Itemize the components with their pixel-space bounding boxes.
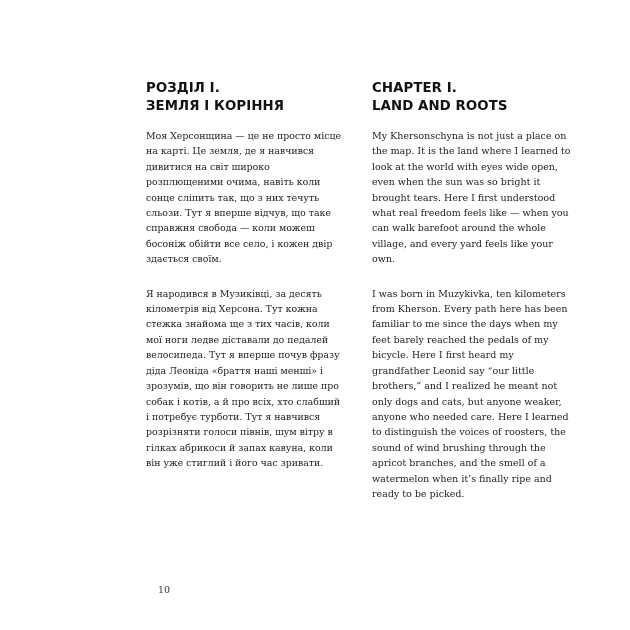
chapter-number-ukrainian: РОЗДІЛ І. bbox=[146, 81, 220, 96]
paragraph-ukrainian-2: Я народився в Музиківці, за десять кілометрів від Херсона. Тут кожна стежка знайома ще з тих часів, коли мої ноги ледве діставали до педалей велосипеда. Тут я вперше почув фразу діда Леоніда «браття наші менші» і зрозумів, що він говорить не лише про собак і котів, а й про всіх, хто слабший і потребує турботи. Тут я навчився розрізняти голоси півнів, шум вітру в гілках абрикоси й запах кавуна, коли він уже стиглий і його час зривати. bbox=[146, 288, 341, 470]
chapter-heading-english bbox=[372, 80, 572, 116]
chapter-title-english: LAND AND ROOTS bbox=[372, 99, 508, 114]
english-column bbox=[372, 80, 572, 521]
chapter-heading-ukrainian bbox=[146, 80, 346, 116]
chapter-number-english: CHAPTER I. bbox=[372, 81, 457, 96]
paragraph-ukrainian-1: Моя Херсонщина — це не просто місце на карті. Це земля, де я навчився дивитися на світ широко розплющеними очима, навіть коли сонце сліпить так, що з них течуть сльози. Тут я вперше відчув, що таке справжня свобода — коли можеш босоніж обійти все село, і кожен двір здається своїм. bbox=[146, 131, 342, 266]
paragraph-english-1: My Khersonschyna is not just a place on the map. It is the land where I learned to look at the world with eyes wide open, even when the sun was so bright it brought tears. Here I first understood what real freedom feels like — when you can walk barefoot around the whole village, and every yard feels like your own. bbox=[372, 131, 571, 266]
ukrainian-column bbox=[146, 80, 346, 491]
paragraph-english-2: I was born in Muzykivka, ten kilometers from Kherson. Every path here has been familiar to me since the days when my feet barely reached the pedals of my bicycle. Here I first heard my grandfather Leonid say “our little brothers,” and I realized he meant not only dogs and cats, but anyone weaker, anyone who needed care. Here I learned to distinguish the voices of roosters, the sound of wind brushing through the apricot branches, and the smell of a watermelon when it’s finally ripe and ready to be picked. bbox=[372, 288, 569, 500]
chapter-title-ukrainian: ЗЕМЛЯ І КОРІННЯ bbox=[146, 99, 285, 114]
page-number: 10 bbox=[158, 585, 171, 596]
